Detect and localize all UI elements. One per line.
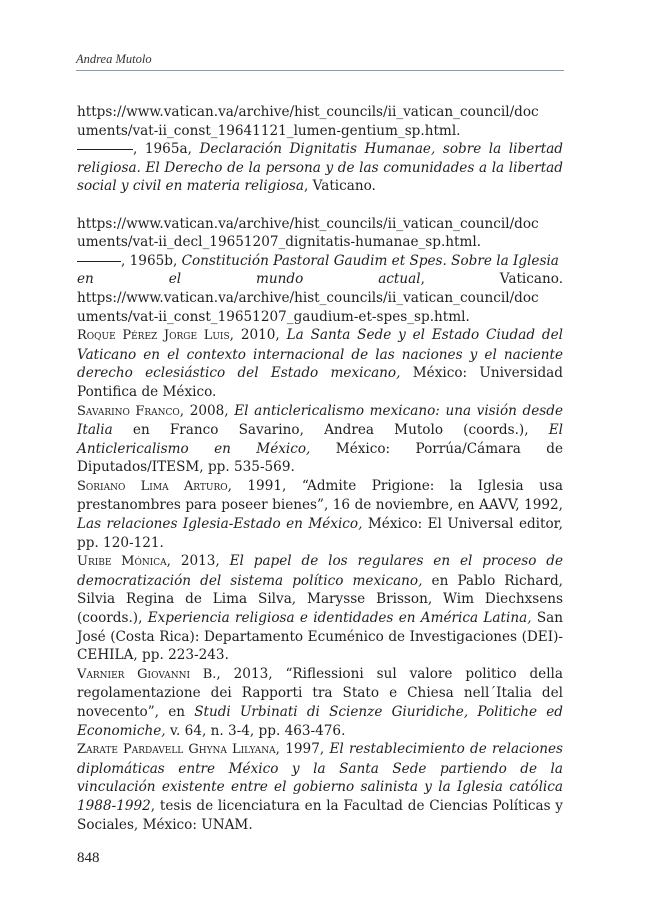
- entry-publisher: México: Universidad Pontifica de México.: [77, 365, 563, 400]
- entry-title-word: actual: [378, 271, 421, 288]
- entry-author: Varnier Giovanni B.: [77, 666, 217, 682]
- entry-title-word: mundo: [256, 271, 304, 288]
- bibliography-entry: [77, 140, 563, 196]
- entry-publisher: México: Porrúa/Cámara de Diputados/ITESM, pp. 535-569.: [77, 440, 563, 476]
- bibliography-entry: [77, 552, 563, 665]
- entry-author: Soriano Lima Arturo: [77, 478, 228, 494]
- url-line: uments/vat-ii_decl_19651207_dignitatis-humanae_sp.html.: [77, 234, 482, 251]
- bibliography-entry: [77, 665, 563, 740]
- entry-editors: en Franco Savarino, Andrea Mutolo (coords.),: [112, 422, 549, 439]
- entry-title: El restablecimiento de relaciones diplomáticas entre México y la Santa Sede partiendo de la vinculación existente entre el gobierno salinista y la Iglesia católica 1988-1992: [77, 741, 563, 814]
- url-line: https://www.vatican.va/archive/hist_councils/ii_vatican_council/doc: [77, 104, 539, 120]
- url-line: https://www.vatican.va/archive/hist_councils/ii_vatican_council/doc: [77, 215, 539, 232]
- bibliography-list: [77, 103, 563, 834]
- entry-year: , 1965a,: [133, 141, 200, 158]
- entry-year: , 2010,: [229, 327, 287, 344]
- url-line: uments/vat-ii_const_19641121_lumen-gentium_sp.html.: [77, 122, 461, 139]
- spacer: [77, 196, 563, 215]
- entry-year: , 2008,: [179, 402, 235, 419]
- entry-article: “Riflessioni sul valore politico della regolamentazione dei Rapporti tra Stato e Chiesa nell´Italia del novecento”, en: [77, 665, 564, 720]
- bibliography-entry: [77, 326, 563, 401]
- bibliography-entry: [77, 402, 563, 477]
- entry-year: , 1965b,: [121, 252, 182, 269]
- entry-journal-title: Studi Urbinati di Scienze Giuridiche, Politiche ed Economiche,: [77, 704, 564, 739]
- entry-title: La Santa Sede y el Estado Ciudad del Vaticano en el contexto internacional de las naciones y el naciente derecho eclesiástico del Estado mexicano,: [77, 327, 564, 382]
- justified-line: [77, 270, 563, 289]
- entry-year: , 2013,: [166, 553, 230, 570]
- entry-year: , 2013,: [216, 665, 286, 682]
- entry-title: Declaración Dignitatis Humanae, sobre la libertad religiosa. El Derecho de la persona y de las comunidades a la libertad social y civil en materia religiosa: [77, 141, 564, 195]
- entry-title-word: el: [168, 271, 182, 288]
- entry-publisher: , Vaticano.: [304, 178, 376, 195]
- entry-title-word: en: [77, 271, 94, 288]
- entry-year: , 1991,: [227, 477, 302, 494]
- page-number: 848: [77, 850, 100, 866]
- bibliography-entry: [77, 477, 563, 552]
- entry-author: Zarate Pardavell Ghyna Lilyana: [77, 742, 276, 758]
- entry-title: El papel de los regulares en el proceso de democratización del sistema político mexicano,: [77, 553, 563, 589]
- entry-publisher: , tesis de licenciatura en la Facultad de Ciencias Políticas y Sociales, México: UNAM.: [77, 797, 563, 833]
- entry-year: , 1997,: [275, 741, 330, 758]
- entry-title: El anticlericalismo mexicano: una visión desde Italia: [77, 402, 564, 439]
- entry-comma: ,: [420, 271, 425, 288]
- running-head: Andrea Mutolo: [76, 52, 152, 66]
- entry-author: Roque Pérez Jorge Luis: [77, 328, 230, 344]
- repeat-author-rule: [77, 261, 121, 262]
- repeat-author-rule: [77, 149, 133, 150]
- header-rule: [76, 70, 564, 71]
- bibliography-entry: [77, 252, 563, 326]
- bibliography-entry: [77, 215, 563, 252]
- entry-author: Savarino Franco: [77, 403, 180, 419]
- entry-article: “Admite Prigione: la Iglesia usa prestanombres para poseer bienes”, 16 de noviembre, en AAVV, 1992,: [77, 477, 563, 514]
- bibliography-entry: [77, 740, 563, 834]
- entry-editors: en Pablo Richard, Silvia Regina de Lima Silva, Marysse Brisson, Wim Diechxsens (coords.),: [77, 572, 563, 627]
- bibliography-entry: [77, 103, 563, 140]
- entry-publisher: v. 64, n. 3-4, pp. 463-476.: [165, 722, 346, 739]
- entry-publisher: México: El Universal editor, pp. 120-121.: [77, 516, 564, 551]
- entry-title: Constitución Pastoral Gaudim et Spes. Sobre la Iglesia: [181, 252, 559, 269]
- url-line: https://www.vatican.va/archive/hist_councils/ii_vatican_council/doc: [77, 289, 539, 306]
- entry-author: Uribe Mónica: [77, 554, 167, 570]
- entry-book-title: El Anticlericalismo en México,: [77, 422, 563, 457]
- entry-publisher: San José (Costa Rica): Departamento Ecuménico de Investigaciones (DEI)-CEHILA, pp. 223-243.: [77, 610, 563, 664]
- entry-book-title: Experiencia religiosa e identidades en América Latina,: [147, 610, 532, 627]
- url-line: uments/vat-ii_const_19651207_gaudium-et-spes_sp.html.: [77, 308, 470, 325]
- entry-publisher: Vaticano.: [499, 271, 563, 288]
- entry-book-title: Las relaciones Iglesia-Estado en México,: [77, 516, 363, 533]
